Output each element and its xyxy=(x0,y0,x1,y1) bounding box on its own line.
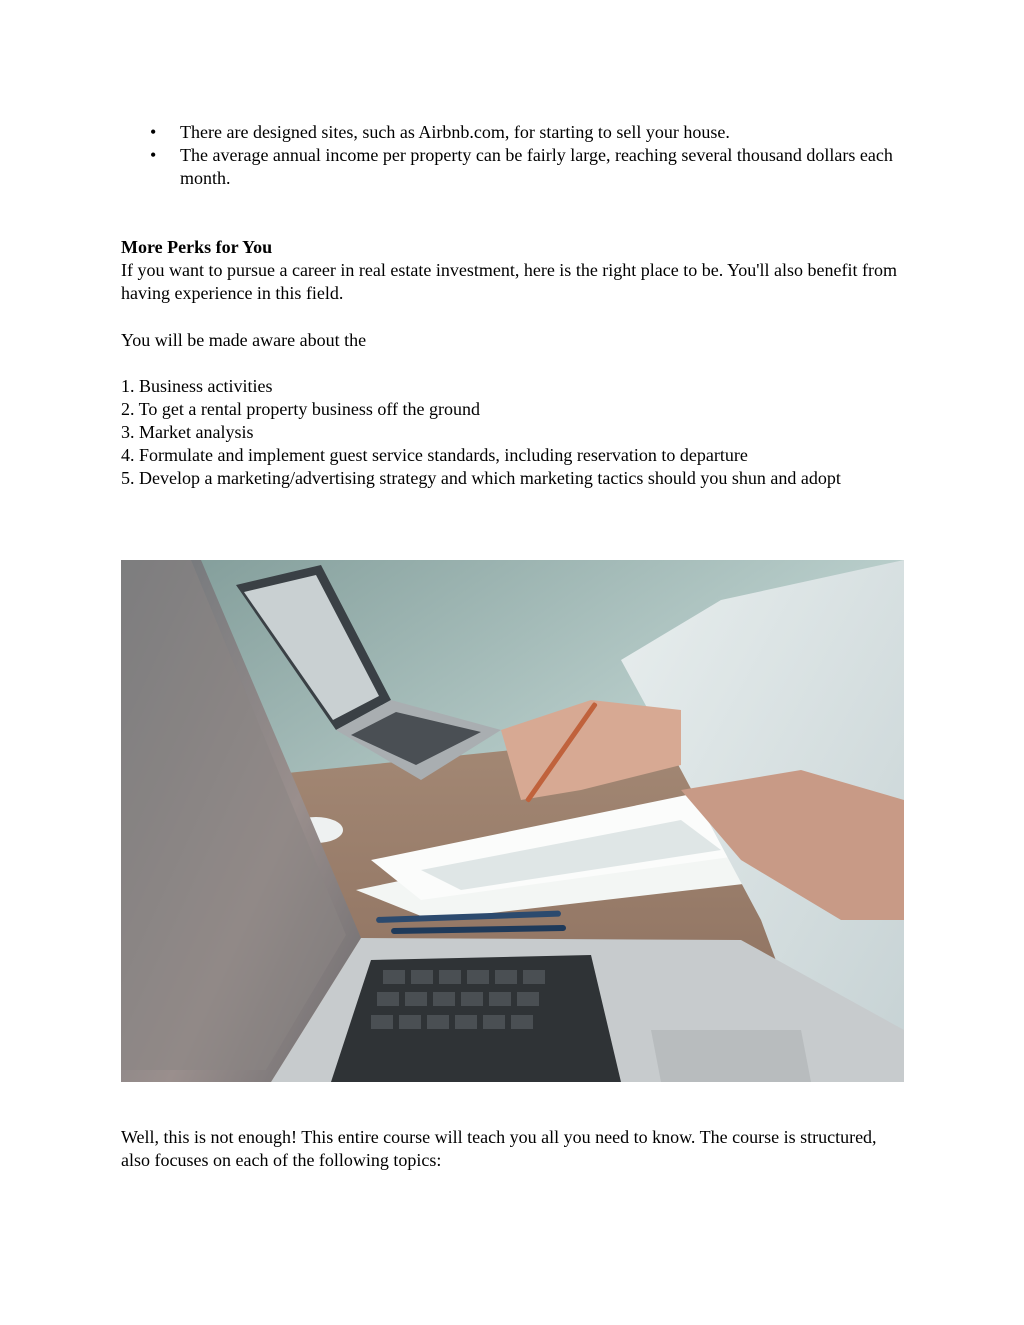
bullet-item xyxy=(121,121,901,144)
section-heading: More Perks for You xyxy=(121,237,273,257)
bullet-text: The average annual income per property can be fairly large, reaching several thousand dollars each month. xyxy=(180,145,893,188)
intro-paragraph: If you want to pursue a career in real estate investment, here is the right place to be. You'll also benefit from having experience in this field. xyxy=(121,260,897,303)
list-item: 2. To get a rental property business off the ground xyxy=(121,399,480,419)
closing-paragraph: Well, this is not enough! This entire course will teach you all you need to know. The course is structured, also focuses on each of the following topics: xyxy=(121,1127,877,1170)
list-item: 3. Market analysis xyxy=(121,422,254,442)
bullet-text: There are designed sites, such as Airbnb.com, for starting to sell your house. xyxy=(180,122,730,142)
numbered-list xyxy=(121,375,906,490)
bullet-icon: • xyxy=(150,122,157,142)
list-item: 5. Develop a marketing/advertising strategy and which marketing tactics should you shun and adopt xyxy=(121,468,841,488)
office-desk-laptops-photo xyxy=(121,560,904,1082)
list-item: 4. Formulate and implement guest service standards, including reservation to departure xyxy=(121,445,748,465)
aware-paragraph: You will be made aware about the xyxy=(121,330,367,350)
list-item: 1. Business activities xyxy=(121,376,273,396)
bullet-list xyxy=(121,121,901,190)
bullet-item xyxy=(121,144,901,190)
bullet-icon: • xyxy=(150,145,157,165)
